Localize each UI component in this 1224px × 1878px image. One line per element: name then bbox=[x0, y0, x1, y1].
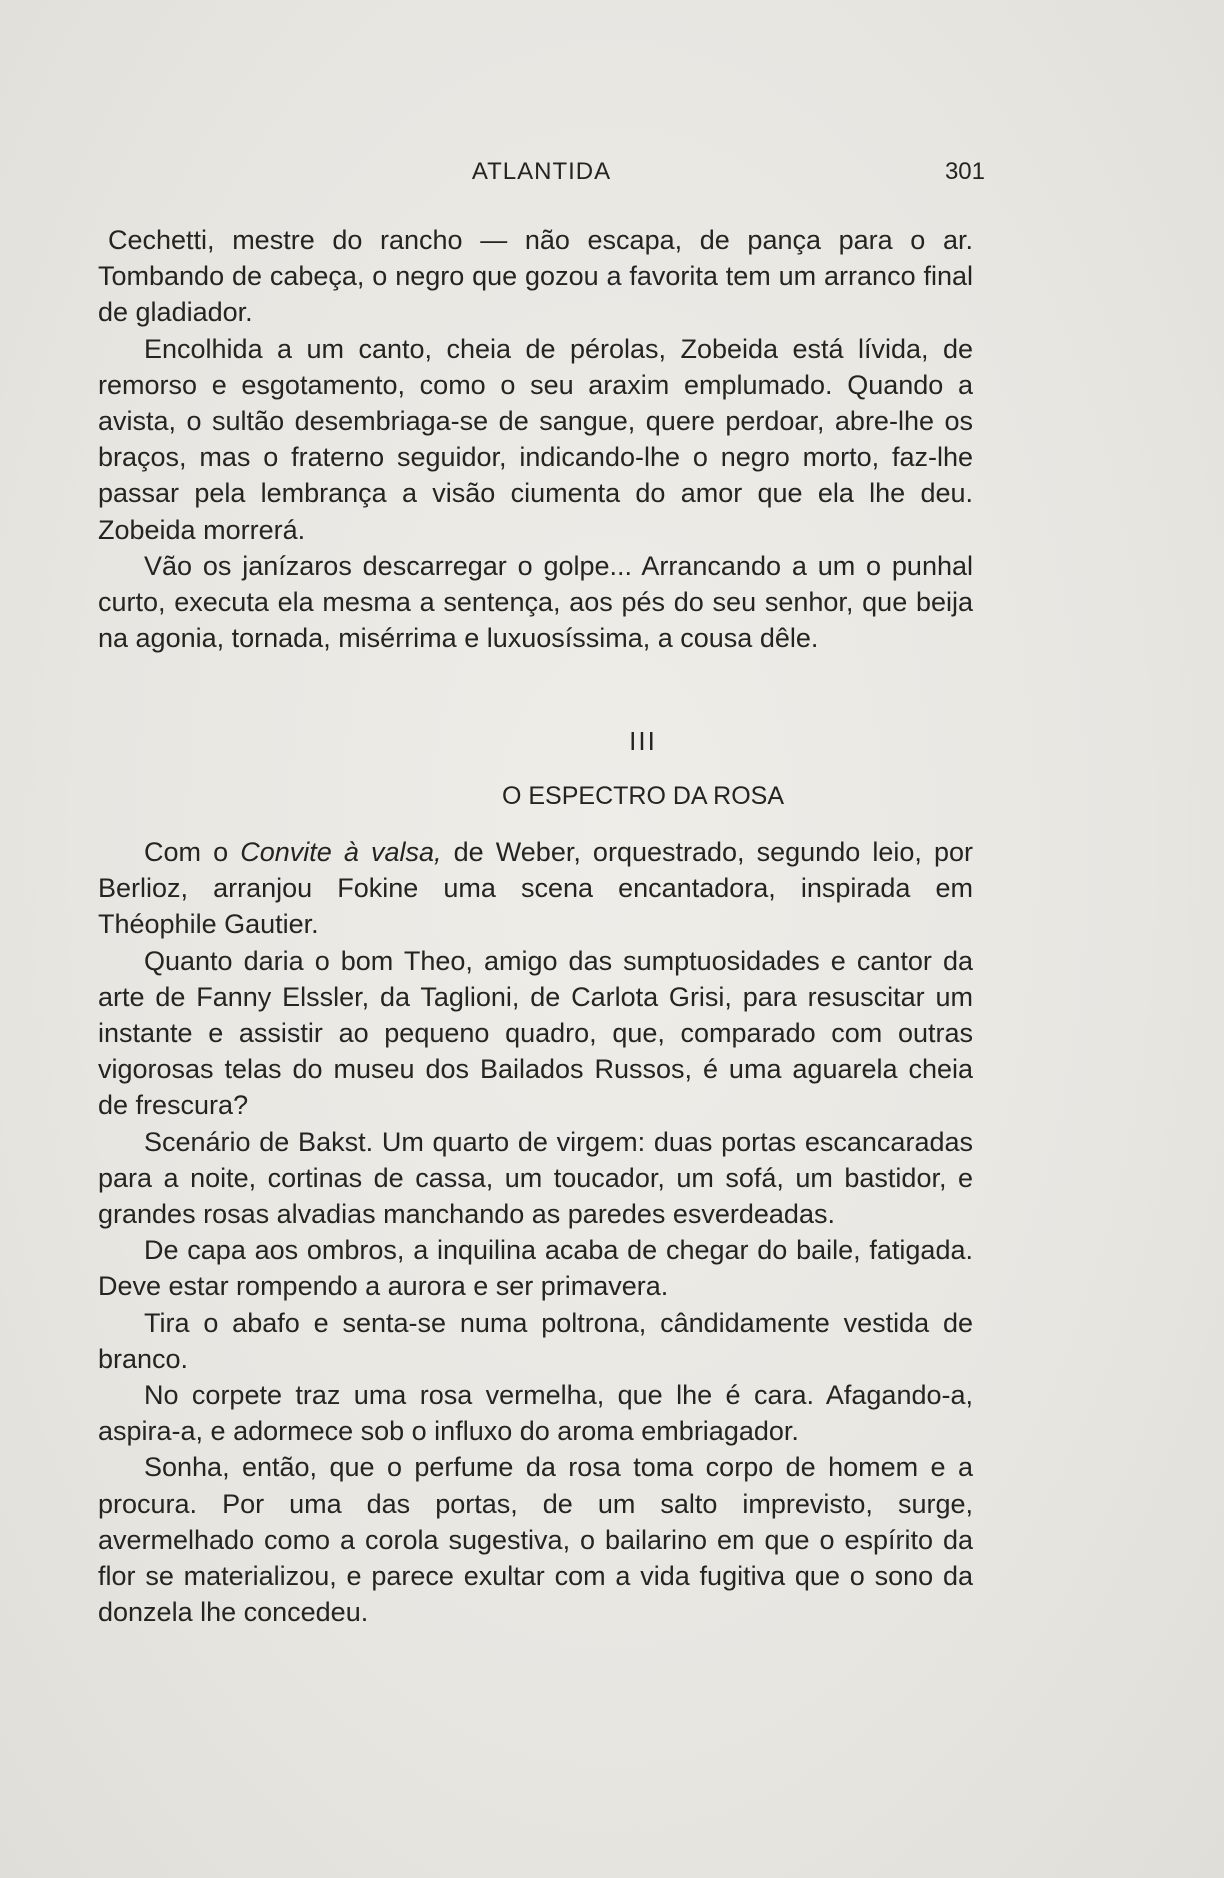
paragraph: Sonha, então, que o perfume da rosa toma corpo de homem e a procura. Por uma das portas, de um salto imprevisto, surge, avermelhado como a corola sugestiva, o bailarino em que o espírito da flor se materializou, e parece exultar com a vida fugitiva que o sono da donzela lhe concedeu. bbox=[98, 1452, 973, 1628]
paragraph: No corpete traz uma rosa vermelha, que lhe é cara. Afagando-a, aspira-a, e adormece sob o influxo do aroma embriagador. bbox=[98, 1380, 973, 1447]
work-title-italic: Convite à valsa, bbox=[240, 837, 442, 867]
paragraph bbox=[98, 834, 973, 943]
section-number: III bbox=[629, 726, 657, 756]
section-title: O ESPECTRO DA ROSA bbox=[501, 782, 784, 810]
paragraph: Quanto daria o bom Theo, amigo das sumptuosidades e cantor da arte de Fanny Elssler, da Taglioni, de Carlota Grisi, para resuscitar um instante e assistir ao pequeno quadro, que, comparado com outras vigorosas telas do museu dos Bailados Russos, é uma aguarela cheia de frescura? bbox=[98, 945, 973, 1121]
running-header bbox=[98, 158, 985, 194]
paragraph: Tira o abafo e senta-se numa poltrona, cândidamente vestida de branco. bbox=[98, 1307, 973, 1374]
paragraph: Scenário de Bakst. Um quarto de virgem: duas portas escancaradas para a noite, cortinas de cassa, um toucador, um sofá, um bastidor, e grandes rosas alvadias manchando as paredes esverdeadas. bbox=[98, 1126, 973, 1230]
text-block-part2 bbox=[98, 834, 973, 1630]
paragraph: Encolhida a um canto, cheia de pérolas, Zobeida está lívida, de remorso e esgotamento, como o seu araxim emplumado. Quando a avista, o sultão desembriaga-se de sangue, quere perdoar, abre-lhe os braços, mas o fraterno seguidor, indicando-lhe o negro morto, faz-lhe passar pela lembrança a visão ciumenta do amor que ela lhe deu. Zobeida morrerá. bbox=[98, 333, 973, 545]
page-number: 301 bbox=[944, 158, 985, 185]
paragraph-text: Com o bbox=[144, 837, 241, 867]
running-title: ATLANTIDA bbox=[471, 158, 612, 185]
text-block-part1 bbox=[98, 222, 973, 656]
paragraph: Cechetti, mestre do rancho — não escapa, de pança para o ar. Tombando de cabeça, o negro que gozou a favorita tem um arranco final de gladiador. bbox=[98, 225, 973, 328]
paragraph: Vão os janízaros descarregar o golpe... Arrancando a um o punhal curto, executa ela mesma a sentença, aos pés do seu senhor, que beija na agonia, tornada, misérrima e luxuosíssima, a cousa dêle. bbox=[98, 550, 973, 654]
paragraph-text: de Weber, orquestrado, segundo leio, por Berlioz, arranjou Fokine uma scena encantadora, inspirada em Théophile Gautier. bbox=[98, 837, 973, 940]
paragraph: De capa aos ombros, a inquilina acaba de chegar do baile, fatigada. Deve estar rompendo a aurora e ser primavera. bbox=[98, 1235, 973, 1302]
